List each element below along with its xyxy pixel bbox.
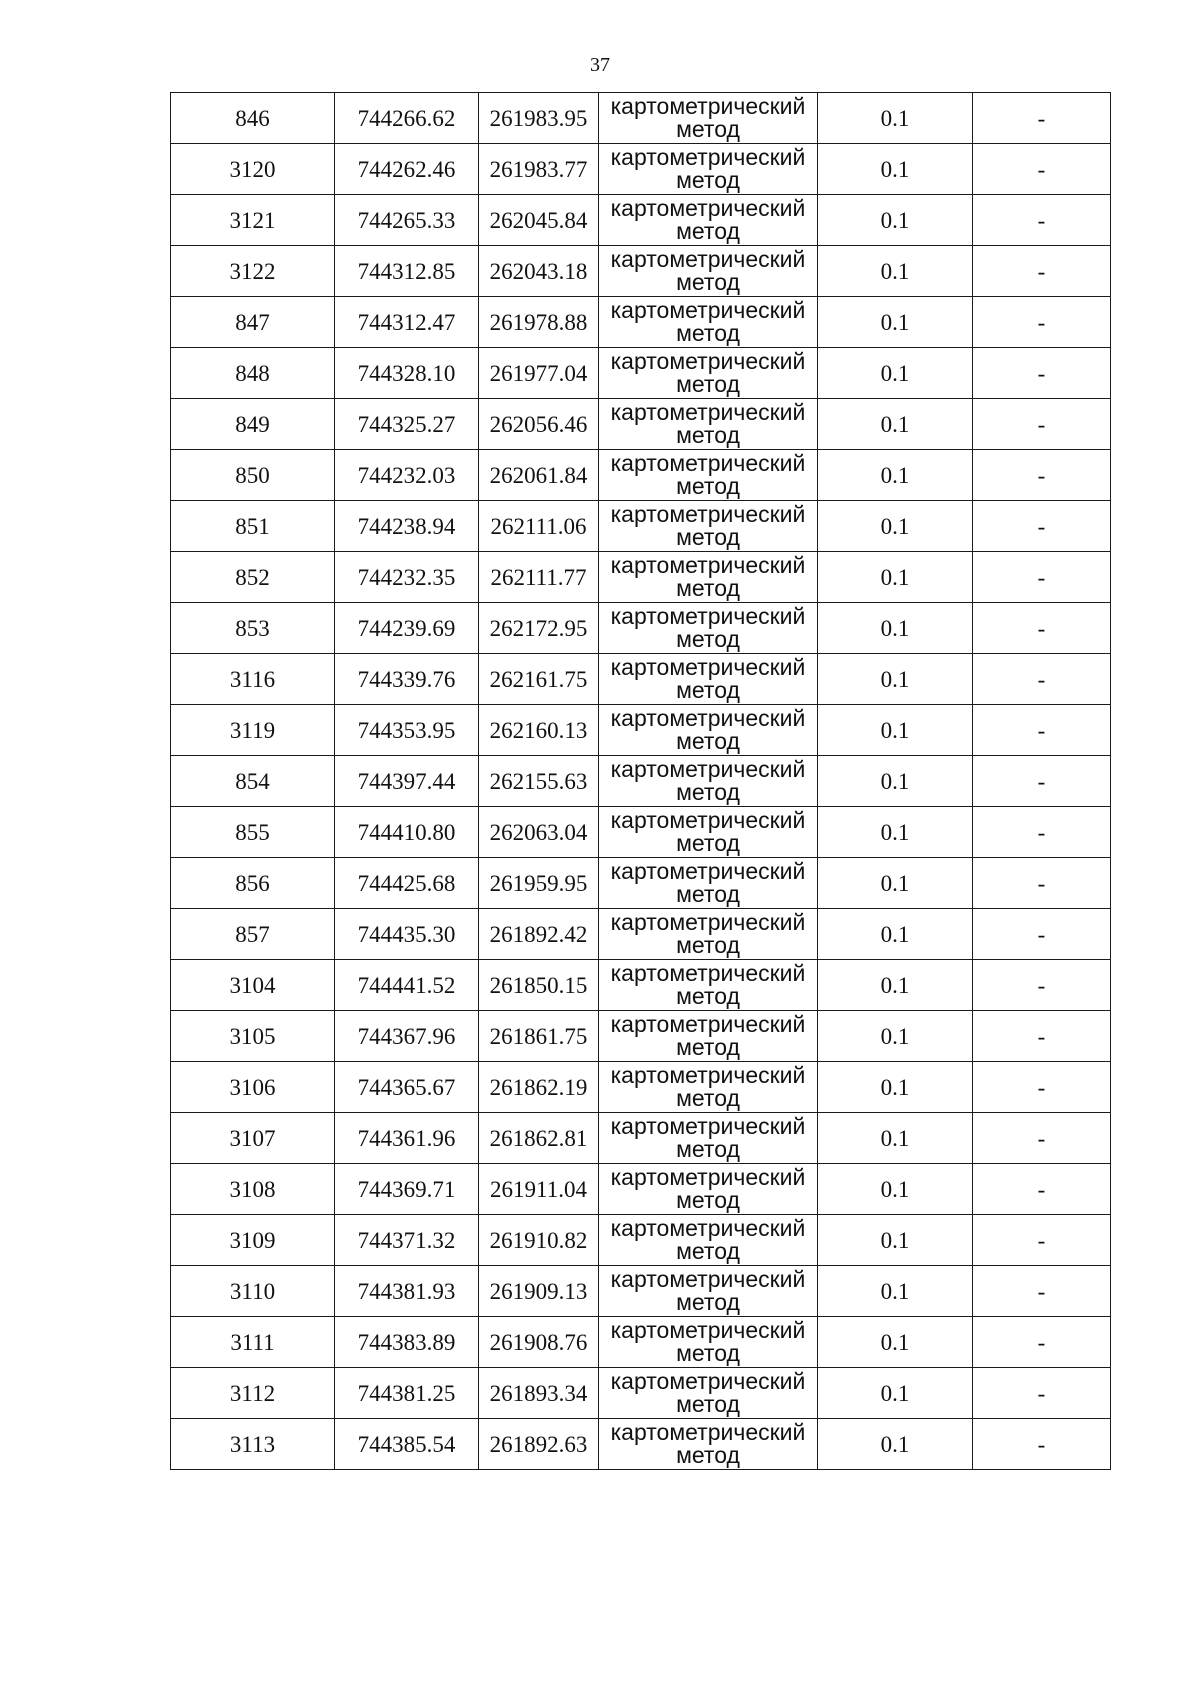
method-text: картометрический	[610, 501, 806, 527]
method-cell	[599, 603, 818, 654]
method-text: картометрический	[610, 960, 806, 986]
method-text: картометрический	[610, 1419, 806, 1445]
accuracy-cell: 0.1	[818, 858, 973, 909]
method-text: метод	[676, 830, 740, 856]
method-text: метод	[676, 473, 740, 499]
method-text: метод	[676, 269, 740, 295]
accuracy-cell: 0.1	[818, 909, 973, 960]
point-id-cell: 3120	[171, 144, 335, 195]
point-id-cell: 3119	[171, 705, 335, 756]
method-cell	[599, 399, 818, 450]
method-text: картометрический	[610, 705, 806, 731]
method-cell	[599, 450, 818, 501]
note-cell: -	[973, 1215, 1111, 1266]
y-coordinate-cell: 261959.95	[479, 858, 599, 909]
method-text: картометрический	[610, 1317, 806, 1343]
table-row	[171, 1266, 1111, 1317]
method-cell	[599, 1164, 818, 1215]
method-cell	[599, 195, 818, 246]
point-id-cell: 853	[171, 603, 335, 654]
point-id-cell: 3105	[171, 1011, 335, 1062]
note-cell: -	[973, 1113, 1111, 1164]
y-coordinate-cell: 261978.88	[479, 297, 599, 348]
point-id-cell: 848	[171, 348, 335, 399]
x-coordinate-cell: 744371.32	[335, 1215, 479, 1266]
note-cell: -	[973, 1266, 1111, 1317]
y-coordinate-cell: 261983.95	[479, 93, 599, 144]
table-row	[171, 1317, 1111, 1368]
table-row	[171, 807, 1111, 858]
table-row	[171, 1419, 1111, 1470]
method-text: метод	[676, 677, 740, 703]
accuracy-cell: 0.1	[818, 195, 973, 246]
note-cell: -	[973, 195, 1111, 246]
table-row	[171, 705, 1111, 756]
y-coordinate-cell: 262160.13	[479, 705, 599, 756]
method-text: картометрический	[610, 144, 806, 170]
coordinates-table	[170, 92, 1111, 1470]
method-cell	[599, 1062, 818, 1113]
x-coordinate-cell: 744312.85	[335, 246, 479, 297]
y-coordinate-cell: 261983.77	[479, 144, 599, 195]
method-cell	[599, 858, 818, 909]
accuracy-cell: 0.1	[818, 93, 973, 144]
method-text: метод	[676, 1034, 740, 1060]
x-coordinate-cell: 744238.94	[335, 501, 479, 552]
method-text: картометрический	[610, 246, 806, 272]
x-coordinate-cell: 744367.96	[335, 1011, 479, 1062]
y-coordinate-cell: 262161.75	[479, 654, 599, 705]
table-row	[171, 144, 1111, 195]
x-coordinate-cell: 744365.67	[335, 1062, 479, 1113]
method-text: картометрический	[610, 195, 806, 221]
note-cell: -	[973, 654, 1111, 705]
method-text: картометрический	[610, 858, 806, 884]
y-coordinate-cell: 261977.04	[479, 348, 599, 399]
note-cell: -	[973, 399, 1111, 450]
point-id-cell: 846	[171, 93, 335, 144]
accuracy-cell: 0.1	[818, 756, 973, 807]
method-cell	[599, 552, 818, 603]
method-text: метод	[676, 626, 740, 652]
x-coordinate-cell: 744410.80	[335, 807, 479, 858]
method-text: метод	[676, 1340, 740, 1366]
method-cell	[599, 654, 818, 705]
accuracy-cell: 0.1	[818, 1062, 973, 1113]
table-row	[171, 297, 1111, 348]
note-cell: -	[973, 1368, 1111, 1419]
point-id-cell: 850	[171, 450, 335, 501]
method-text: картометрический	[610, 1062, 806, 1088]
table-row	[171, 552, 1111, 603]
point-id-cell: 3110	[171, 1266, 335, 1317]
x-coordinate-cell: 744328.10	[335, 348, 479, 399]
note-cell: -	[973, 450, 1111, 501]
point-id-cell: 3109	[171, 1215, 335, 1266]
note-cell: -	[973, 1011, 1111, 1062]
point-id-cell: 856	[171, 858, 335, 909]
table-row	[171, 1113, 1111, 1164]
point-id-cell: 3116	[171, 654, 335, 705]
note-cell: -	[973, 246, 1111, 297]
accuracy-cell: 0.1	[818, 1164, 973, 1215]
note-cell: -	[973, 1164, 1111, 1215]
page-number: 37	[590, 54, 610, 76]
method-text: метод	[676, 116, 740, 142]
accuracy-cell: 0.1	[818, 399, 973, 450]
point-id-cell: 852	[171, 552, 335, 603]
method-text: метод	[676, 1289, 740, 1315]
method-text: картометрический	[610, 654, 806, 680]
x-coordinate-cell: 744339.76	[335, 654, 479, 705]
method-text: метод	[676, 881, 740, 907]
table-row	[171, 858, 1111, 909]
method-cell	[599, 1113, 818, 1164]
table-row	[171, 195, 1111, 246]
table-row	[171, 960, 1111, 1011]
point-id-cell: 849	[171, 399, 335, 450]
accuracy-cell: 0.1	[818, 1317, 973, 1368]
y-coordinate-cell: 261892.63	[479, 1419, 599, 1470]
method-cell	[599, 807, 818, 858]
method-text: метод	[676, 320, 740, 346]
accuracy-cell: 0.1	[818, 603, 973, 654]
y-coordinate-cell: 261850.15	[479, 960, 599, 1011]
method-text: метод	[676, 218, 740, 244]
accuracy-cell: 0.1	[818, 144, 973, 195]
point-id-cell: 3108	[171, 1164, 335, 1215]
accuracy-cell: 0.1	[818, 1113, 973, 1164]
method-text: картометрический	[610, 1164, 806, 1190]
table-row	[171, 399, 1111, 450]
y-coordinate-cell: 262172.95	[479, 603, 599, 654]
point-id-cell: 3122	[171, 246, 335, 297]
x-coordinate-cell: 744397.44	[335, 756, 479, 807]
x-coordinate-cell: 744361.96	[335, 1113, 479, 1164]
x-coordinate-cell: 744381.25	[335, 1368, 479, 1419]
method-cell	[599, 756, 818, 807]
accuracy-cell: 0.1	[818, 1368, 973, 1419]
x-coordinate-cell: 744239.69	[335, 603, 479, 654]
note-cell: -	[973, 552, 1111, 603]
note-cell: -	[973, 705, 1111, 756]
table-row	[171, 1215, 1111, 1266]
method-cell	[599, 909, 818, 960]
method-text: картометрический	[610, 603, 806, 629]
table-row	[171, 909, 1111, 960]
method-cell	[599, 1317, 818, 1368]
method-text: метод	[676, 932, 740, 958]
accuracy-cell: 0.1	[818, 297, 973, 348]
coordinates-table-body	[171, 93, 1111, 1470]
table-row	[171, 93, 1111, 144]
y-coordinate-cell: 262061.84	[479, 450, 599, 501]
accuracy-cell: 0.1	[818, 705, 973, 756]
y-coordinate-cell: 261908.76	[479, 1317, 599, 1368]
x-coordinate-cell: 744266.62	[335, 93, 479, 144]
x-coordinate-cell: 744435.30	[335, 909, 479, 960]
note-cell: -	[973, 909, 1111, 960]
method-text: картометрический	[610, 1266, 806, 1292]
note-cell: -	[973, 1419, 1111, 1470]
accuracy-cell: 0.1	[818, 348, 973, 399]
x-coordinate-cell: 744262.46	[335, 144, 479, 195]
point-id-cell: 857	[171, 909, 335, 960]
method-text: метод	[676, 1085, 740, 1111]
method-cell	[599, 93, 818, 144]
table-row	[171, 246, 1111, 297]
y-coordinate-cell: 262111.06	[479, 501, 599, 552]
point-id-cell: 854	[171, 756, 335, 807]
method-cell	[599, 1368, 818, 1419]
x-coordinate-cell: 744312.47	[335, 297, 479, 348]
x-coordinate-cell: 744232.35	[335, 552, 479, 603]
point-id-cell: 3113	[171, 1419, 335, 1470]
y-coordinate-cell: 261862.81	[479, 1113, 599, 1164]
method-text: картометрический	[610, 450, 806, 476]
method-text: метод	[676, 167, 740, 193]
y-coordinate-cell: 262111.77	[479, 552, 599, 603]
table-row	[171, 654, 1111, 705]
method-cell	[599, 705, 818, 756]
table-row	[171, 1011, 1111, 1062]
table-row	[171, 348, 1111, 399]
y-coordinate-cell: 261911.04	[479, 1164, 599, 1215]
method-text: метод	[676, 728, 740, 754]
point-id-cell: 3112	[171, 1368, 335, 1419]
method-cell	[599, 1011, 818, 1062]
point-id-cell: 3104	[171, 960, 335, 1011]
table-row	[171, 1062, 1111, 1113]
method-cell	[599, 246, 818, 297]
y-coordinate-cell: 261893.34	[479, 1368, 599, 1419]
x-coordinate-cell: 744353.95	[335, 705, 479, 756]
method-text: метод	[676, 524, 740, 550]
method-text: картометрический	[610, 1215, 806, 1241]
method-text: метод	[676, 422, 740, 448]
method-text: метод	[676, 371, 740, 397]
accuracy-cell: 0.1	[818, 1215, 973, 1266]
method-cell	[599, 348, 818, 399]
accuracy-cell: 0.1	[818, 552, 973, 603]
table-row	[171, 603, 1111, 654]
method-cell	[599, 1215, 818, 1266]
point-id-cell: 855	[171, 807, 335, 858]
y-coordinate-cell: 262043.18	[479, 246, 599, 297]
method-text: метод	[676, 1442, 740, 1468]
method-text: картометрический	[610, 1113, 806, 1139]
accuracy-cell: 0.1	[818, 960, 973, 1011]
point-id-cell: 3111	[171, 1317, 335, 1368]
note-cell: -	[973, 807, 1111, 858]
y-coordinate-cell: 261909.13	[479, 1266, 599, 1317]
point-id-cell: 3107	[171, 1113, 335, 1164]
note-cell: -	[973, 348, 1111, 399]
x-coordinate-cell: 744381.93	[335, 1266, 479, 1317]
method-cell	[599, 960, 818, 1011]
y-coordinate-cell: 261862.19	[479, 1062, 599, 1113]
accuracy-cell: 0.1	[818, 501, 973, 552]
method-cell	[599, 501, 818, 552]
accuracy-cell: 0.1	[818, 246, 973, 297]
y-coordinate-cell: 261910.82	[479, 1215, 599, 1266]
method-cell	[599, 297, 818, 348]
accuracy-cell: 0.1	[818, 654, 973, 705]
method-text: картометрический	[610, 807, 806, 833]
method-text: картометрический	[610, 552, 806, 578]
method-text: картометрический	[610, 348, 806, 374]
table-row	[171, 756, 1111, 807]
method-text: метод	[676, 1136, 740, 1162]
y-coordinate-cell: 262045.84	[479, 195, 599, 246]
note-cell: -	[973, 858, 1111, 909]
accuracy-cell: 0.1	[818, 807, 973, 858]
method-cell	[599, 144, 818, 195]
x-coordinate-cell: 744441.52	[335, 960, 479, 1011]
x-coordinate-cell: 744385.54	[335, 1419, 479, 1470]
x-coordinate-cell: 744369.71	[335, 1164, 479, 1215]
accuracy-cell: 0.1	[818, 450, 973, 501]
y-coordinate-cell: 262155.63	[479, 756, 599, 807]
accuracy-cell: 0.1	[818, 1419, 973, 1470]
point-id-cell: 847	[171, 297, 335, 348]
note-cell: -	[973, 960, 1111, 1011]
method-text: картометрический	[610, 93, 806, 119]
method-text: картометрический	[610, 297, 806, 323]
table-row	[171, 501, 1111, 552]
y-coordinate-cell: 262063.04	[479, 807, 599, 858]
note-cell: -	[973, 501, 1111, 552]
y-coordinate-cell: 261892.42	[479, 909, 599, 960]
point-id-cell: 3121	[171, 195, 335, 246]
method-cell	[599, 1266, 818, 1317]
table-row	[171, 1164, 1111, 1215]
method-text: метод	[676, 575, 740, 601]
note-cell: -	[973, 603, 1111, 654]
method-text: картометрический	[610, 399, 806, 425]
method-cell	[599, 1419, 818, 1470]
note-cell: -	[973, 297, 1111, 348]
table-row	[171, 450, 1111, 501]
method-text: картометрический	[610, 1368, 806, 1394]
method-text: картометрический	[610, 1011, 806, 1037]
method-text: картометрический	[610, 909, 806, 935]
x-coordinate-cell: 744232.03	[335, 450, 479, 501]
table-row	[171, 1368, 1111, 1419]
x-coordinate-cell: 744425.68	[335, 858, 479, 909]
method-text: метод	[676, 779, 740, 805]
note-cell: -	[973, 756, 1111, 807]
note-cell: -	[973, 93, 1111, 144]
point-id-cell: 3106	[171, 1062, 335, 1113]
accuracy-cell: 0.1	[818, 1266, 973, 1317]
accuracy-cell: 0.1	[818, 1011, 973, 1062]
method-text: метод	[676, 1187, 740, 1213]
method-text: картометрический	[610, 756, 806, 782]
y-coordinate-cell: 261861.75	[479, 1011, 599, 1062]
x-coordinate-cell: 744265.33	[335, 195, 479, 246]
method-text: метод	[676, 1391, 740, 1417]
note-cell: -	[973, 144, 1111, 195]
method-text: метод	[676, 983, 740, 1009]
method-text: метод	[676, 1238, 740, 1264]
y-coordinate-cell: 262056.46	[479, 399, 599, 450]
x-coordinate-cell: 744383.89	[335, 1317, 479, 1368]
x-coordinate-cell: 744325.27	[335, 399, 479, 450]
note-cell: -	[973, 1317, 1111, 1368]
note-cell: -	[973, 1062, 1111, 1113]
point-id-cell: 851	[171, 501, 335, 552]
